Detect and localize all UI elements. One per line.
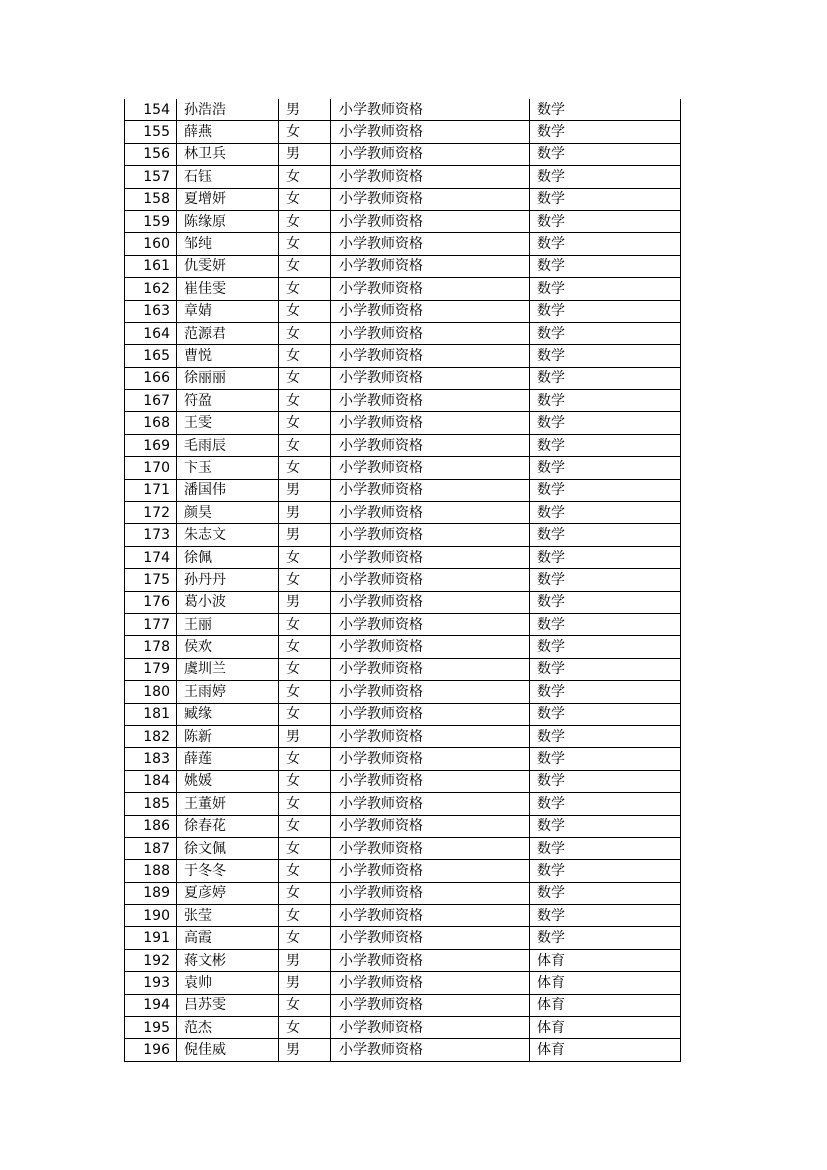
subject-cell: 体育: [530, 972, 681, 994]
subject-cell: 数学: [530, 345, 681, 367]
qualification-cell: 小学教师资格: [331, 927, 530, 949]
row-number: 187: [125, 837, 177, 859]
subject-cell: 数学: [530, 502, 681, 524]
row-number: 162: [125, 278, 177, 300]
gender-cell: 女: [279, 905, 331, 927]
qualification-cell: 小学教师资格: [331, 300, 530, 322]
name-cell: 符盈: [177, 390, 279, 412]
subject-cell: 数学: [530, 166, 681, 188]
table-row: [125, 412, 681, 434]
row-number: 171: [125, 479, 177, 501]
row-number: 183: [125, 748, 177, 770]
subject-cell: 数学: [530, 725, 681, 747]
row-number: 181: [125, 703, 177, 725]
gender-cell: 男: [279, 524, 331, 546]
subject-cell: 数学: [530, 793, 681, 815]
table-row: [125, 949, 681, 971]
name-cell: 吕苏雯: [177, 994, 279, 1016]
qualification-cell: 小学教师资格: [331, 815, 530, 837]
table-row: [125, 1039, 681, 1061]
gender-cell: 女: [279, 569, 331, 591]
subject-cell: 数学: [530, 524, 681, 546]
qualification-cell: 小学教师资格: [331, 725, 530, 747]
table-row: [125, 882, 681, 904]
name-cell: 虞圳兰: [177, 658, 279, 680]
qualification-cell: 小学教师资格: [331, 188, 530, 210]
qualification-cell: 小学教师资格: [331, 255, 530, 277]
gender-cell: 女: [279, 210, 331, 232]
table-row: [125, 613, 681, 635]
name-cell: 倪佳威: [177, 1039, 279, 1061]
row-number: 179: [125, 658, 177, 680]
subject-cell: 数学: [530, 703, 681, 725]
gender-cell: 女: [279, 322, 331, 344]
name-cell: 曹悦: [177, 345, 279, 367]
row-number: 177: [125, 613, 177, 635]
qualification-cell: 小学教师资格: [331, 793, 530, 815]
name-cell: 范源君: [177, 322, 279, 344]
row-number: 190: [125, 905, 177, 927]
row-number: 189: [125, 882, 177, 904]
name-cell: 林卫兵: [177, 143, 279, 165]
qualification-cell: 小学教师资格: [331, 703, 530, 725]
qualification-cell: 小学教师资格: [331, 882, 530, 904]
qualification-cell: 小学教师资格: [331, 613, 530, 635]
table-row: [125, 837, 681, 859]
qualification-cell: 小学教师资格: [331, 345, 530, 367]
gender-cell: 女: [279, 166, 331, 188]
qualification-cell: 小学教师资格: [331, 322, 530, 344]
qualification-cell: 小学教师资格: [331, 143, 530, 165]
table-row: [125, 322, 681, 344]
qualification-cell: 小学教师资格: [331, 367, 530, 389]
row-number: 193: [125, 972, 177, 994]
gender-cell: 女: [279, 345, 331, 367]
gender-cell: 女: [279, 770, 331, 792]
row-number: 169: [125, 434, 177, 456]
row-number: 182: [125, 725, 177, 747]
qualification-cell: 小学教师资格: [331, 681, 530, 703]
qualification-cell: 小学教师资格: [331, 636, 530, 658]
qualification-cell: 小学教师资格: [331, 412, 530, 434]
qualification-cell: 小学教师资格: [331, 1017, 530, 1039]
qualification-cell: 小学教师资格: [331, 479, 530, 501]
row-number: 173: [125, 524, 177, 546]
subject-cell: 数学: [530, 837, 681, 859]
subject-cell: 数学: [530, 815, 681, 837]
qualification-cell: 小学教师资格: [331, 972, 530, 994]
name-cell: 姚媛: [177, 770, 279, 792]
row-number: 191: [125, 927, 177, 949]
table-row: [125, 703, 681, 725]
name-cell: 张莹: [177, 905, 279, 927]
row-number: 172: [125, 502, 177, 524]
qualification-cell: 小学教师资格: [331, 748, 530, 770]
roster-table: [124, 99, 681, 1062]
name-cell: 袁帅: [177, 972, 279, 994]
row-number: 180: [125, 681, 177, 703]
row-number: 175: [125, 569, 177, 591]
qualification-cell: 小学教师资格: [331, 434, 530, 456]
qualification-cell: 小学教师资格: [331, 591, 530, 613]
table-row: [125, 188, 681, 210]
qualification-cell: 小学教师资格: [331, 233, 530, 255]
row-number: 161: [125, 255, 177, 277]
name-cell: 陈缘原: [177, 210, 279, 232]
subject-cell: 体育: [530, 994, 681, 1016]
table-row: [125, 121, 681, 143]
name-cell: 王雯: [177, 412, 279, 434]
subject-cell: 数学: [530, 658, 681, 680]
qualification-cell: 小学教师资格: [331, 949, 530, 971]
gender-cell: 女: [279, 636, 331, 658]
table-row: [125, 972, 681, 994]
qualification-cell: 小学教师资格: [331, 837, 530, 859]
table-row: [125, 166, 681, 188]
table-row: [125, 770, 681, 792]
table-row: [125, 210, 681, 232]
subject-cell: 数学: [530, 434, 681, 456]
name-cell: 章婧: [177, 300, 279, 322]
gender-cell: 女: [279, 255, 331, 277]
name-cell: 王雨婷: [177, 681, 279, 703]
subject-cell: 数学: [530, 210, 681, 232]
table-row: [125, 345, 681, 367]
qualification-cell: 小学教师资格: [331, 166, 530, 188]
name-cell: 王丽: [177, 613, 279, 635]
qualification-cell: 小学教师资格: [331, 390, 530, 412]
table-row: [125, 233, 681, 255]
gender-cell: 女: [279, 927, 331, 949]
table-row: [125, 591, 681, 613]
gender-cell: 女: [279, 278, 331, 300]
name-cell: 夏彦婷: [177, 882, 279, 904]
table-row: [125, 99, 681, 121]
table-row: [125, 367, 681, 389]
gender-cell: 男: [279, 591, 331, 613]
subject-cell: 数学: [530, 99, 681, 121]
table-row: [125, 681, 681, 703]
gender-cell: 女: [279, 121, 331, 143]
row-number: 192: [125, 949, 177, 971]
table-row: [125, 748, 681, 770]
row-number: 167: [125, 390, 177, 412]
qualification-cell: 小学教师资格: [331, 569, 530, 591]
gender-cell: 女: [279, 188, 331, 210]
subject-cell: 数学: [530, 591, 681, 613]
subject-cell: 数学: [530, 905, 681, 927]
name-cell: 邹纯: [177, 233, 279, 255]
table-row: [125, 1017, 681, 1039]
name-cell: 徐佩: [177, 546, 279, 568]
table-row: [125, 278, 681, 300]
gender-cell: 男: [279, 502, 331, 524]
subject-cell: 数学: [530, 457, 681, 479]
row-number: 195: [125, 1017, 177, 1039]
name-cell: 孙丹丹: [177, 569, 279, 591]
qualification-cell: 小学教师资格: [331, 546, 530, 568]
subject-cell: 数学: [530, 748, 681, 770]
row-number: 196: [125, 1039, 177, 1061]
table-row: [125, 725, 681, 747]
gender-cell: 女: [279, 300, 331, 322]
row-number: 174: [125, 546, 177, 568]
row-number: 176: [125, 591, 177, 613]
subject-cell: 数学: [530, 613, 681, 635]
table-row: [125, 994, 681, 1016]
subject-cell: 数学: [530, 255, 681, 277]
subject-cell: 数学: [530, 479, 681, 501]
table-row: [125, 793, 681, 815]
gender-cell: 女: [279, 613, 331, 635]
row-number: 154: [125, 99, 177, 121]
table-row: [125, 390, 681, 412]
row-number: 158: [125, 188, 177, 210]
subject-cell: 数学: [530, 770, 681, 792]
gender-cell: 女: [279, 793, 331, 815]
name-cell: 范杰: [177, 1017, 279, 1039]
table-row: [125, 479, 681, 501]
table-row: [125, 255, 681, 277]
subject-cell: 数学: [530, 300, 681, 322]
row-number: 184: [125, 770, 177, 792]
name-cell: 毛雨辰: [177, 434, 279, 456]
gender-cell: 男: [279, 143, 331, 165]
name-cell: 卞玉: [177, 457, 279, 479]
qualification-cell: 小学教师资格: [331, 121, 530, 143]
table-row: [125, 658, 681, 680]
qualification-cell: 小学教师资格: [331, 1039, 530, 1061]
qualification-cell: 小学教师资格: [331, 905, 530, 927]
gender-cell: 男: [279, 725, 331, 747]
subject-cell: 数学: [530, 143, 681, 165]
subject-cell: 体育: [530, 1039, 681, 1061]
qualification-cell: 小学教师资格: [331, 860, 530, 882]
gender-cell: 女: [279, 882, 331, 904]
qualification-cell: 小学教师资格: [331, 457, 530, 479]
name-cell: 葛小波: [177, 591, 279, 613]
name-cell: 徐春花: [177, 815, 279, 837]
row-number: 178: [125, 636, 177, 658]
gender-cell: 女: [279, 703, 331, 725]
gender-cell: 女: [279, 390, 331, 412]
name-cell: 薛燕: [177, 121, 279, 143]
gender-cell: 女: [279, 681, 331, 703]
name-cell: 蒋文彬: [177, 949, 279, 971]
gender-cell: 男: [279, 949, 331, 971]
row-number: 156: [125, 143, 177, 165]
table-row: [125, 860, 681, 882]
row-number: 164: [125, 322, 177, 344]
table-row: [125, 143, 681, 165]
gender-cell: 女: [279, 837, 331, 859]
row-number: 159: [125, 210, 177, 232]
table-row: [125, 569, 681, 591]
table-row: [125, 457, 681, 479]
gender-cell: 女: [279, 994, 331, 1016]
name-cell: 薛莲: [177, 748, 279, 770]
name-cell: 徐文佩: [177, 837, 279, 859]
gender-cell: 女: [279, 658, 331, 680]
name-cell: 石钰: [177, 166, 279, 188]
name-cell: 陈新: [177, 725, 279, 747]
table-row: [125, 927, 681, 949]
qualification-cell: 小学教师资格: [331, 278, 530, 300]
table-row: [125, 905, 681, 927]
gender-cell: 男: [279, 972, 331, 994]
name-cell: 颜昊: [177, 502, 279, 524]
subject-cell: 数学: [530, 882, 681, 904]
row-number: 165: [125, 345, 177, 367]
gender-cell: 女: [279, 546, 331, 568]
qualification-cell: 小学教师资格: [331, 770, 530, 792]
name-cell: 孙浩浩: [177, 99, 279, 121]
qualification-cell: 小学教师资格: [331, 524, 530, 546]
subject-cell: 数学: [530, 233, 681, 255]
name-cell: 仇雯妍: [177, 255, 279, 277]
row-number: 168: [125, 412, 177, 434]
row-number: 170: [125, 457, 177, 479]
subject-cell: 数学: [530, 367, 681, 389]
name-cell: 侯欢: [177, 636, 279, 658]
row-number: 163: [125, 300, 177, 322]
gender-cell: 男: [279, 99, 331, 121]
name-cell: 夏增妍: [177, 188, 279, 210]
subject-cell: 数学: [530, 121, 681, 143]
subject-cell: 数学: [530, 636, 681, 658]
row-number: 157: [125, 166, 177, 188]
roster-table-body: [125, 99, 681, 1061]
gender-cell: 女: [279, 457, 331, 479]
name-cell: 潘国伟: [177, 479, 279, 501]
table-row: [125, 546, 681, 568]
subject-cell: 数学: [530, 860, 681, 882]
qualification-cell: 小学教师资格: [331, 994, 530, 1016]
row-number: 166: [125, 367, 177, 389]
subject-cell: 数学: [530, 927, 681, 949]
row-number: 194: [125, 994, 177, 1016]
qualification-cell: 小学教师资格: [331, 99, 530, 121]
gender-cell: 女: [279, 233, 331, 255]
subject-cell: 体育: [530, 949, 681, 971]
table-row: [125, 434, 681, 456]
gender-cell: 男: [279, 479, 331, 501]
row-number: 155: [125, 121, 177, 143]
name-cell: 王董妍: [177, 793, 279, 815]
subject-cell: 数学: [530, 278, 681, 300]
name-cell: 于冬冬: [177, 860, 279, 882]
gender-cell: 女: [279, 412, 331, 434]
subject-cell: 数学: [530, 188, 681, 210]
subject-cell: 数学: [530, 681, 681, 703]
name-cell: 臧缘: [177, 703, 279, 725]
name-cell: 崔佳雯: [177, 278, 279, 300]
subject-cell: 数学: [530, 390, 681, 412]
table-row: [125, 502, 681, 524]
row-number: 186: [125, 815, 177, 837]
qualification-cell: 小学教师资格: [331, 502, 530, 524]
gender-cell: 女: [279, 434, 331, 456]
qualification-cell: 小学教师资格: [331, 658, 530, 680]
name-cell: 高霞: [177, 927, 279, 949]
gender-cell: 女: [279, 860, 331, 882]
row-number: 185: [125, 793, 177, 815]
table-row: [125, 636, 681, 658]
gender-cell: 男: [279, 1039, 331, 1061]
subject-cell: 数学: [530, 322, 681, 344]
gender-cell: 女: [279, 815, 331, 837]
table-row: [125, 300, 681, 322]
gender-cell: 女: [279, 1017, 331, 1039]
gender-cell: 女: [279, 367, 331, 389]
name-cell: 朱志文: [177, 524, 279, 546]
qualification-cell: 小学教师资格: [331, 210, 530, 232]
row-number: 160: [125, 233, 177, 255]
subject-cell: 数学: [530, 569, 681, 591]
gender-cell: 女: [279, 748, 331, 770]
name-cell: 徐丽丽: [177, 367, 279, 389]
table-row: [125, 524, 681, 546]
subject-cell: 数学: [530, 412, 681, 434]
subject-cell: 体育: [530, 1017, 681, 1039]
table-row: [125, 815, 681, 837]
subject-cell: 数学: [530, 546, 681, 568]
row-number: 188: [125, 860, 177, 882]
